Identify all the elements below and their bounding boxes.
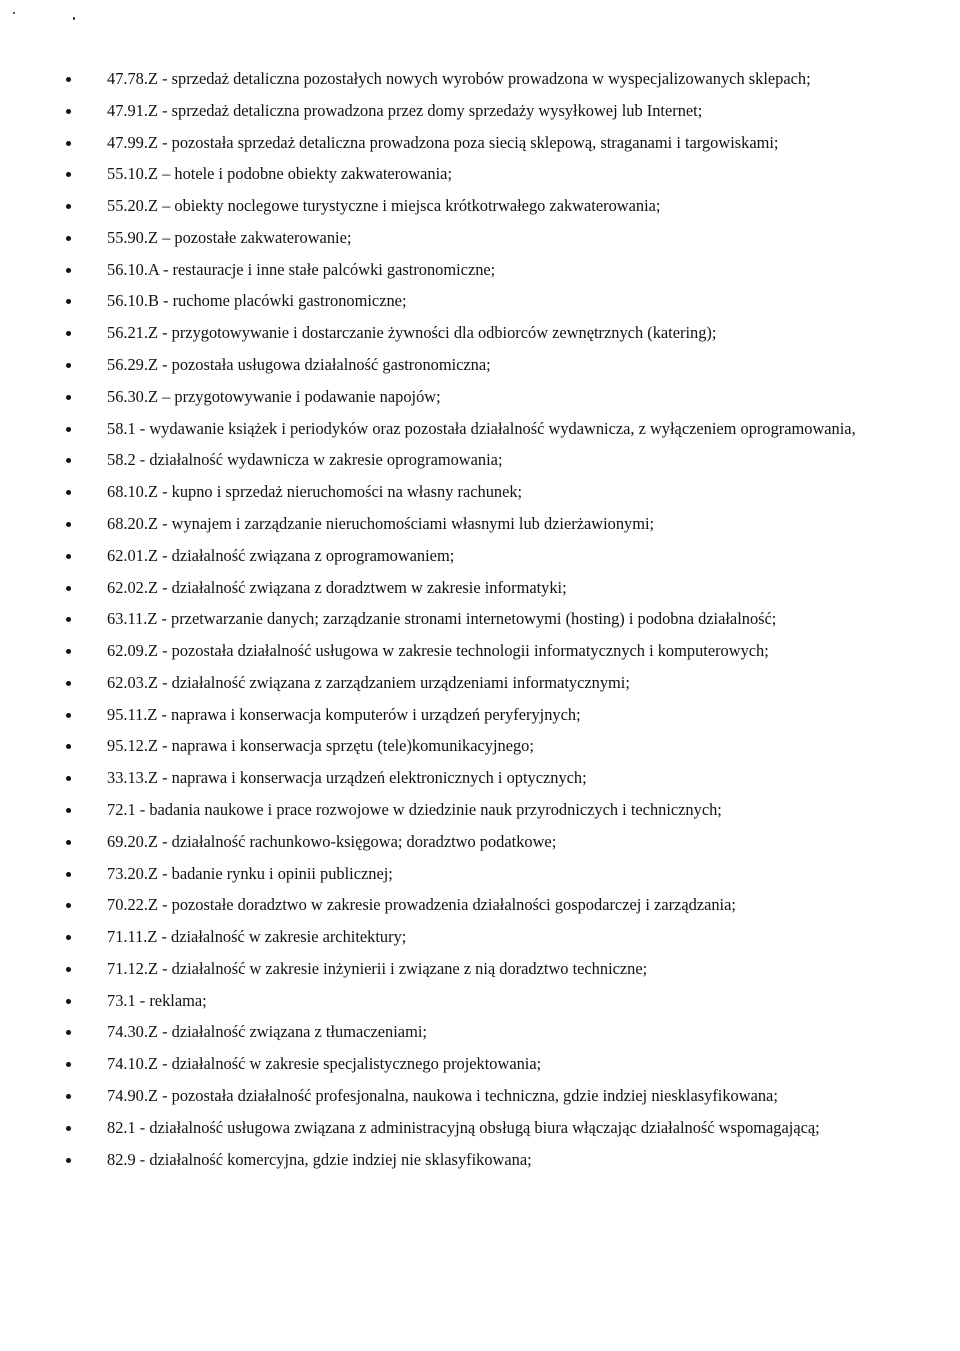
scan-speck bbox=[73, 17, 75, 20]
list-item bbox=[0, 1085, 960, 1108]
list-item bbox=[0, 449, 960, 472]
list-item-text: 74.10.Z - działalność w zakresie specjalistycznego projektowania; bbox=[107, 1054, 542, 1074]
list-item-text: 69.20.Z - działalność rachunkowo-księgowa; doradztwo podatkowe; bbox=[107, 831, 557, 851]
list-item bbox=[0, 894, 960, 917]
bullet bbox=[66, 395, 71, 400]
list-item bbox=[0, 322, 960, 345]
list-item-text: 73.1 - reklama; bbox=[107, 990, 207, 1010]
list-item-text: 58.2 - działalność wydawnicza w zakresie oprogramowania; bbox=[107, 450, 503, 470]
list-item-text: 95.12.Z - naprawa i konserwacja sprzętu (tele)komunikacyjnego; bbox=[107, 736, 534, 756]
list-item-text: 62.09.Z - pozostała działalność usługowa w zakresie technologii informatycznych i komputerowych; bbox=[107, 641, 769, 661]
list-item bbox=[0, 386, 960, 409]
bullet bbox=[66, 999, 71, 1004]
list-item-text: 63.11.Z - przetwarzanie danych; zarządzanie stronami internetowymi (hosting) i podobna działalność; bbox=[107, 609, 777, 629]
bullet bbox=[66, 1126, 71, 1131]
list-item bbox=[0, 163, 960, 186]
list-item bbox=[0, 831, 960, 854]
list-item bbox=[0, 704, 960, 727]
list-item bbox=[0, 926, 960, 949]
list-item-text: 71.11.Z - działalność w zakresie architektury; bbox=[107, 927, 407, 947]
bullet bbox=[66, 808, 71, 813]
list-item-text: 73.20.Z - badanie rynku i opinii publicznej; bbox=[107, 863, 393, 883]
bullet bbox=[66, 967, 71, 972]
bullet bbox=[66, 458, 71, 463]
list-item bbox=[0, 195, 960, 218]
list-item bbox=[0, 577, 960, 600]
list-item bbox=[0, 1053, 960, 1076]
list-item-text: 74.30.Z - działalność związana z tłumaczeniami; bbox=[107, 1022, 427, 1042]
bullet bbox=[66, 554, 71, 559]
list-item bbox=[0, 259, 960, 282]
bullet bbox=[66, 872, 71, 877]
bullet bbox=[66, 331, 71, 336]
bullet bbox=[66, 363, 71, 368]
bullet bbox=[66, 236, 71, 241]
bullet bbox=[66, 1158, 71, 1163]
list-item-text: 56.30.Z – przygotowywanie i podawanie napojów; bbox=[107, 386, 441, 406]
list-item bbox=[0, 513, 960, 536]
bullet bbox=[66, 172, 71, 177]
bullet bbox=[66, 1094, 71, 1099]
list-item-text: 47.99.Z - pozostała sprzedaż detaliczna prowadzona poza siecią sklepową, straganami i targowiskami; bbox=[107, 132, 779, 152]
list-item bbox=[0, 767, 960, 790]
bullet bbox=[66, 744, 71, 749]
bullet bbox=[66, 713, 71, 718]
bullet bbox=[66, 681, 71, 686]
bullet bbox=[66, 490, 71, 495]
list-item bbox=[0, 863, 960, 886]
list-item-text: 55.10.Z – hotele i podobne obiekty zakwaterowania; bbox=[107, 164, 453, 184]
list-item-text: 55.20.Z – obiekty noclegowe turystyczne i miejsca krótkotrwałego zakwaterowania; bbox=[107, 196, 661, 216]
list-item bbox=[0, 545, 960, 568]
bullet bbox=[66, 586, 71, 591]
bullet bbox=[66, 840, 71, 845]
bullet bbox=[66, 649, 71, 654]
list-item-text: 68.20.Z - wynajem i zarządzanie nieruchomościami własnymi lub dzierżawionymi; bbox=[107, 513, 655, 533]
list-item-text: 56.10.B - ruchome placówki gastronomiczne; bbox=[107, 291, 407, 311]
bullet bbox=[66, 268, 71, 273]
bullet bbox=[66, 204, 71, 209]
list-item bbox=[0, 290, 960, 313]
list-item-text: 47.78.Z - sprzedaż detaliczna pozostałych nowych wyrobów prowadzona w wyspecjalizowanych sklepach; bbox=[107, 69, 811, 88]
bullet bbox=[66, 776, 71, 781]
list-item bbox=[0, 672, 960, 695]
list-item bbox=[0, 735, 960, 758]
list-item-text: 70.22.Z - pozostałe doradztwo w zakresie prowadzenia działalności gospodarczej i zarządzania; bbox=[107, 895, 736, 915]
list-item-text: 55.90.Z – pozostałe zakwaterowanie; bbox=[107, 227, 352, 247]
bullet bbox=[66, 1062, 71, 1067]
list-item-text: 56.10.A - restauracje i inne stałe palcówki gastronomiczne; bbox=[107, 259, 496, 279]
list-item bbox=[0, 1149, 960, 1172]
list-item-text: 62.01.Z - działalność związana z oprogramowaniem; bbox=[107, 545, 455, 565]
list-item-text: 56.29.Z - pozostała usługowa działalność gastronomiczna; bbox=[107, 355, 491, 375]
bullet bbox=[66, 427, 71, 432]
list-item bbox=[0, 990, 960, 1013]
list-item bbox=[0, 608, 960, 631]
list-item-text: 82.9 - działalność komercyjna, gdzie indziej nie sklasyfikowana; bbox=[107, 1149, 532, 1169]
scan-speck bbox=[13, 12, 15, 14]
bullet bbox=[66, 935, 71, 940]
list-item bbox=[0, 227, 960, 250]
list-item bbox=[0, 1021, 960, 1044]
list-item bbox=[0, 958, 960, 981]
bullet bbox=[66, 522, 71, 527]
list-item bbox=[0, 799, 960, 822]
list-item-text: 33.13.Z - naprawa i konserwacja urządzeń elektronicznych i optycznych; bbox=[107, 768, 587, 788]
bullet bbox=[66, 617, 71, 622]
activity-code-list bbox=[0, 68, 960, 1180]
list-item bbox=[0, 1117, 960, 1140]
list-item bbox=[0, 481, 960, 504]
list-item-text: 72.1 - badania naukowe i prace rozwojowe w dziedzinie nauk przyrodniczych i technicznych; bbox=[107, 799, 722, 819]
list-item bbox=[0, 68, 960, 91]
list-item bbox=[0, 640, 960, 663]
list-item-text: 74.90.Z - pozostała działalność profesjonalna, naukowa i techniczna, gdzie indziej niesklasyfikowana; bbox=[107, 1086, 778, 1105]
bullet bbox=[66, 109, 71, 114]
list-item-text: 82.1 - działalność usługowa związana z administracyjną obsługą biura włączając działalność wspomagającą; bbox=[107, 1117, 820, 1137]
list-item-text: 47.91.Z - sprzedaż detaliczna prowadzona przez domy sprzedaży wysyłkowej lub Internet; bbox=[107, 100, 703, 120]
bullet bbox=[66, 903, 71, 908]
list-item bbox=[0, 132, 960, 155]
list-item-text: 71.12.Z - działalność w zakresie inżynierii i związane z nią doradztwo techniczne; bbox=[107, 958, 648, 978]
list-item-text: 95.11.Z - naprawa i konserwacja komputerów i urządzeń peryferyjnych; bbox=[107, 704, 581, 724]
list-item-text: 58.1 - wydawanie książek i periodyków oraz pozostała działalność wydawnicza, z wyłączeniem oprogramowania, bbox=[107, 418, 856, 438]
list-item bbox=[0, 100, 960, 123]
list-item-text: 62.02.Z - działalność związana z doradztwem w zakresie informatyki; bbox=[107, 577, 567, 597]
list-item-text: 68.10.Z - kupno i sprzedaż nieruchomości na własny rachunek; bbox=[107, 482, 523, 502]
list-item bbox=[0, 354, 960, 377]
bullet bbox=[66, 141, 71, 146]
bullet bbox=[66, 299, 71, 304]
list-item-text: 56.21.Z - przygotowywanie i dostarczanie żywności dla odbiorców zewnętrznych (katering); bbox=[107, 323, 717, 343]
list-item bbox=[0, 418, 960, 441]
bullet bbox=[66, 1030, 71, 1035]
bullet bbox=[66, 77, 71, 82]
list-item-text: 62.03.Z - działalność związana z zarządzaniem urządzeniami informatycznymi; bbox=[107, 672, 630, 692]
